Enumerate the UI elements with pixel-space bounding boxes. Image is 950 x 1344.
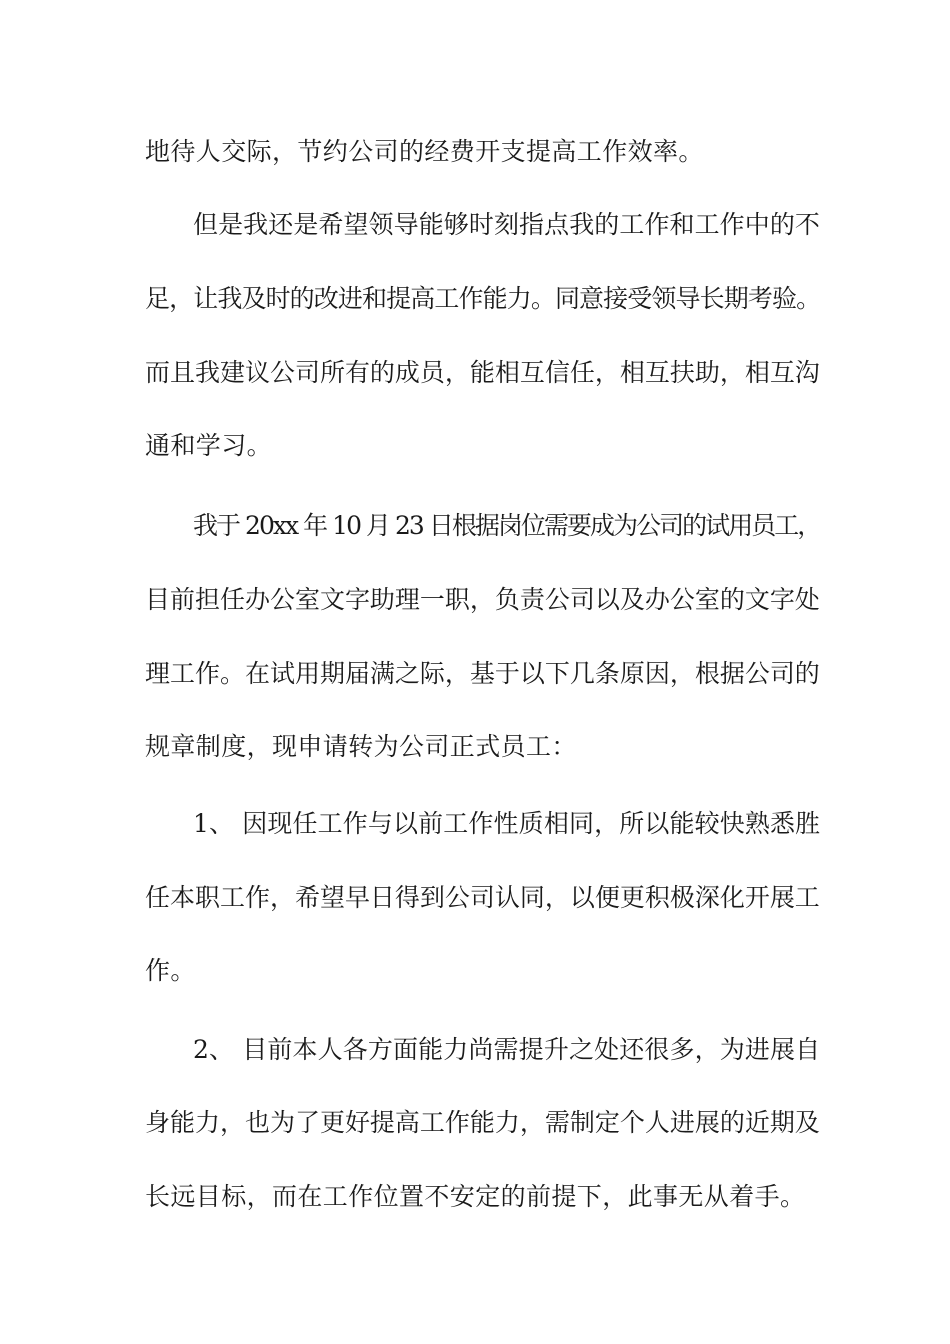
paragraph-line: 通和学习。	[145, 431, 273, 460]
list-item-line: 任本职工作，希望早日得到公司认同，以便更积极深化开展工	[145, 883, 820, 912]
paragraph-line: 地待人交际，节约公司的经费开支提高工作效率。	[145, 137, 704, 166]
paragraph-line: 但是我还是希望领导能够时刻指点我的工作和工作中的不	[193, 210, 821, 239]
list-item-line: 身能力，也为了更好提高工作能力，需制定个人进展的近期及	[145, 1108, 820, 1137]
list-item-line: 作。	[145, 956, 196, 985]
paragraph-line: 理工作。在试用期届满之际，基于以下几条原因，根据公司的	[145, 659, 820, 688]
list-item-line: 1、 因现任工作与以前工作性质相同，所以能较快熟悉胜	[193, 809, 821, 838]
list-item-line: 长远目标，而在工作位置不安定的前提下，此事无从着手。	[145, 1182, 806, 1211]
paragraph-line: 足，让我及时的改进和提高工作能力。同意接受领导长期考验。	[145, 284, 821, 313]
paragraph-line: 我于 20xx 年 10 月 23 日根据岗位需要成为公司的试用员工，	[193, 511, 821, 540]
paragraph-line: 目前担任办公室文字助理一职，负责公司以及办公室的文字处	[145, 585, 820, 614]
paragraph-line: 规章制度，现申请转为公司正式员工：	[145, 732, 577, 761]
list-item-line: 2、 目前本人各方面能力尚需提升之处还很多，为进展自	[193, 1035, 821, 1064]
paragraph-line: 而且我建议公司所有的成员，能相互信任，相互扶助，相互沟	[145, 358, 820, 387]
